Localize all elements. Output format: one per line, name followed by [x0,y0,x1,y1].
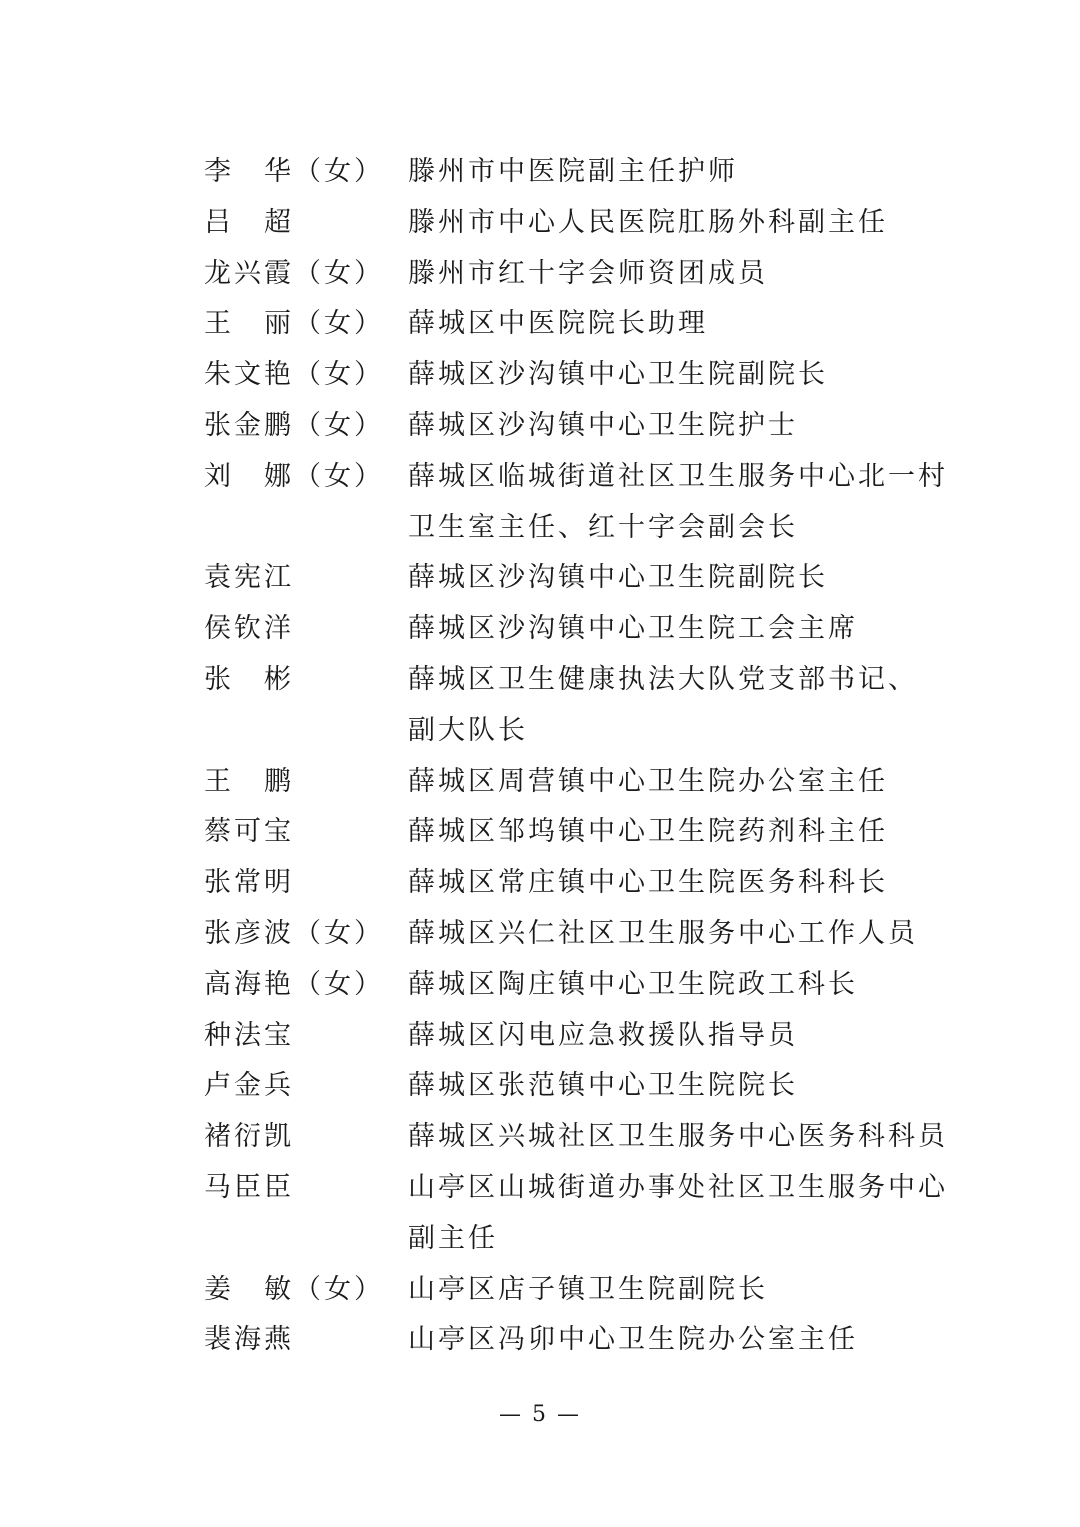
person-name: 裴海燕 [204,1324,294,1356]
person-position: 山亭区店子镇卫生院副院长 [408,1273,768,1305]
name-list [204,147,964,1366]
list-item [204,452,964,554]
list-item [204,1011,964,1062]
person-name: 马臣臣 [204,1171,294,1203]
list-item [204,198,964,249]
person-position: 滕州市红十字会师资团成员 [408,257,768,289]
person-position: 薛城区陶庄镇中心卫生院政工科长 [408,968,858,1000]
list-item [204,401,964,452]
person-position: 薛城区张范镇中心卫生院院长 [408,1070,798,1102]
person-position: 薛城区兴城社区卫生服务中心医务科科员 [408,1121,948,1153]
person-name: 褚衍凯 [204,1121,294,1153]
person-name: 高海艳（女） [204,968,384,1000]
person-name: 张 彬 [204,663,294,695]
list-item [204,1112,964,1163]
list-item [204,299,964,350]
person-position: 山亭区山城街道办事处社区卫生服务中心 副主任 [408,1171,948,1254]
person-position: 薛城区沙沟镇中心卫生院工会主席 [408,613,858,645]
person-name: 张金鹏（女） [204,409,384,441]
person-name: 张彦波（女） [204,917,384,949]
person-name: 种法宝 [204,1019,294,1051]
person-name: 王 鹏 [204,765,294,797]
list-item [204,757,964,808]
person-position: 薛城区中医院院长助理 [408,308,708,340]
person-position: 薛城区临城街道社区卫生服务中心北一村 卫生室主任、红十字会副会长 [408,460,948,543]
person-position: 薛城区沙沟镇中心卫生院护士 [408,409,798,441]
person-position: 薛城区周营镇中心卫生院办公室主任 [408,765,888,797]
person-position: 滕州市中医院副主任护师 [408,156,738,187]
person-position: 薛城区沙沟镇中心卫生院副院长 [408,562,828,594]
list-item [204,604,964,655]
person-position: 滕州市中心人民医院肛肠外科副主任 [408,206,888,238]
person-name: 侯钦洋 [204,613,294,645]
person-position: 薛城区邹坞镇中心卫生院药剂科主任 [408,816,888,848]
list-item [204,350,964,401]
person-name: 吕 超 [204,206,294,238]
person-position: 薛城区卫生健康执法大队党支部书记、 副大队长 [408,663,918,746]
list-item [204,249,964,300]
list-item [204,1061,964,1112]
list-item [204,1265,964,1316]
person-name: 卢金兵 [204,1070,294,1102]
page-number: — 5 — [499,1402,581,1427]
list-item [204,147,964,198]
person-name: 蔡可宝 [204,816,294,848]
person-position: 山亭区冯卯中心卫生院办公室主任 [408,1324,858,1356]
person-name: 王 丽（女） [204,308,384,340]
person-name: 李 华（女） [204,156,384,187]
person-name: 龙兴霞（女） [204,257,384,289]
person-name: 姜 敏（女） [204,1273,384,1305]
person-position: 薛城区闪电应急救援队指导员 [408,1019,798,1051]
list-item [204,1315,964,1366]
person-name: 袁宪江 [204,562,294,594]
person-position: 薛城区沙沟镇中心卫生院副院长 [408,359,828,391]
person-position: 薛城区常庄镇中心卫生院医务科科长 [408,867,888,899]
list-item [204,960,964,1011]
list-item [204,807,964,858]
person-name: 刘 娜（女） [204,460,384,492]
list-item [204,655,964,757]
list-item [204,1163,964,1265]
person-name: 张常明 [204,867,294,899]
list-item [204,858,964,909]
person-position: 薛城区兴仁社区卫生服务中心工作人员 [408,917,918,949]
list-item [204,909,964,960]
list-item [204,553,964,604]
person-name: 朱文艳（女） [204,359,384,391]
